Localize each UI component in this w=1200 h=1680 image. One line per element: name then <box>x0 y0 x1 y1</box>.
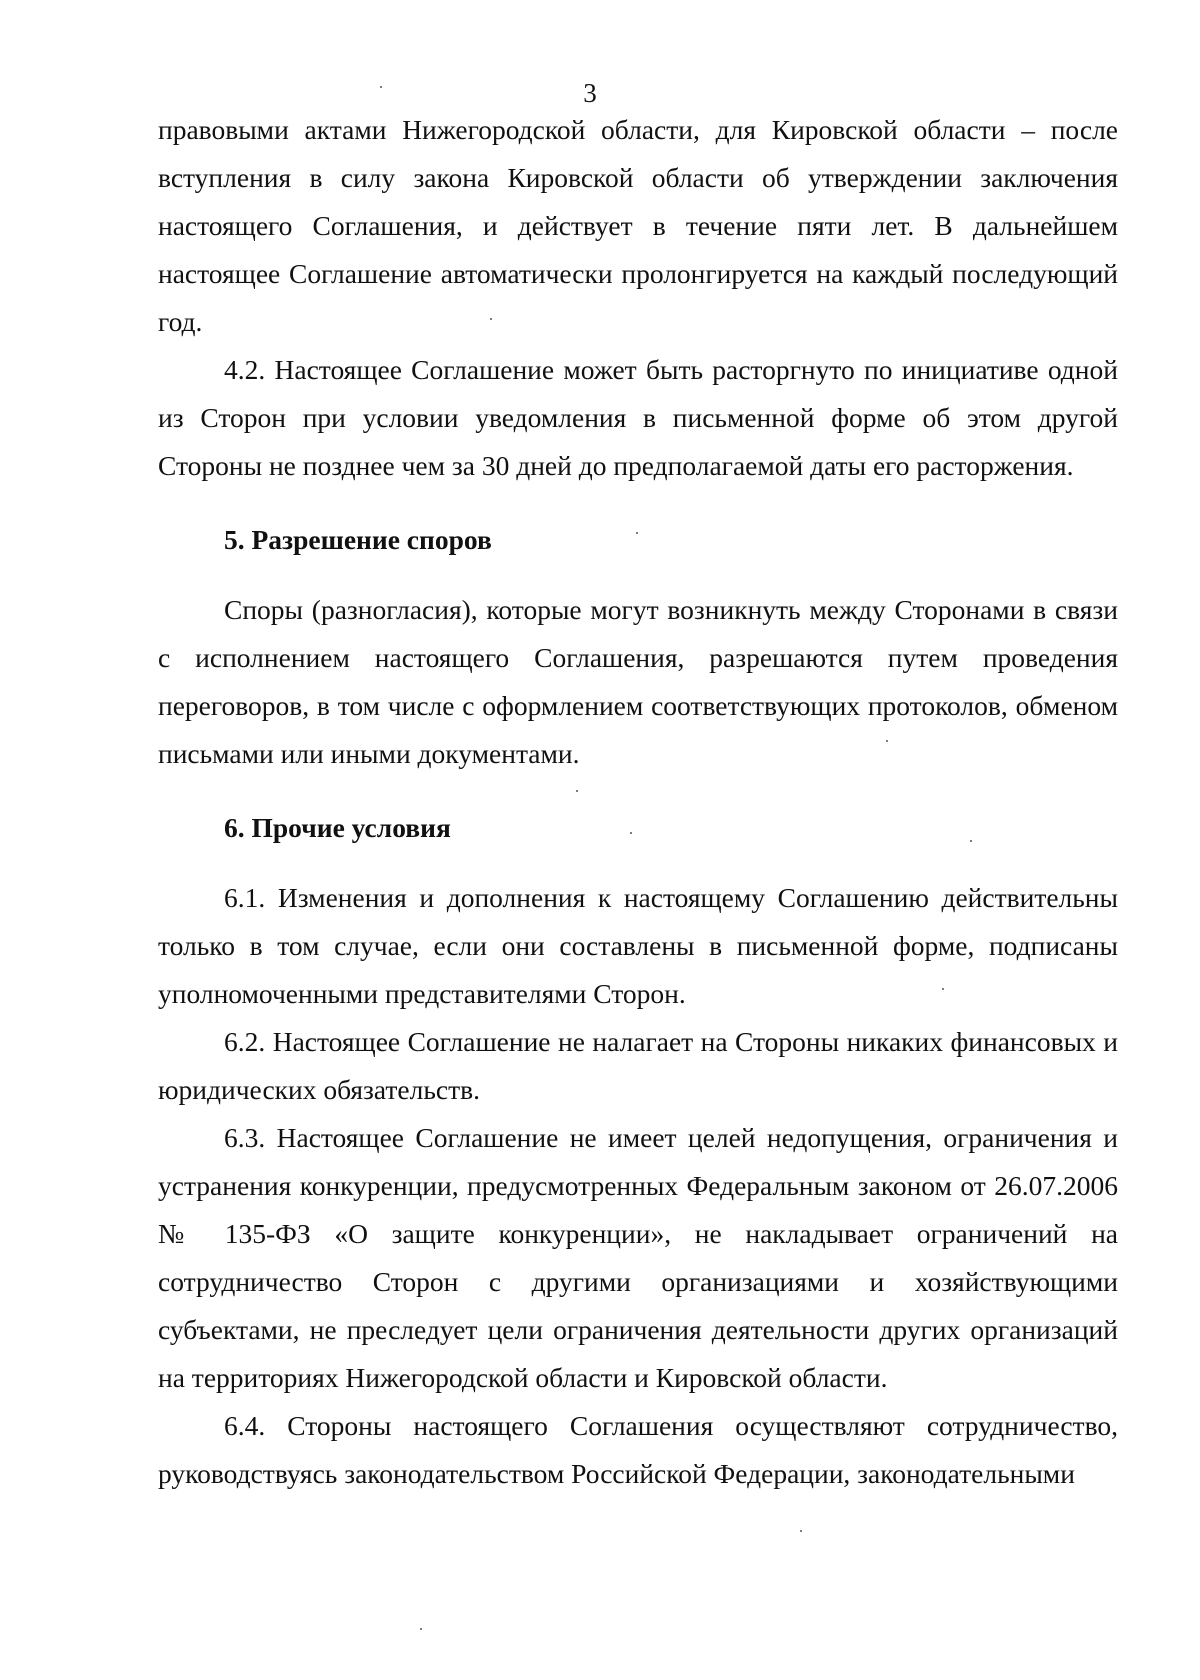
scan-speck <box>380 86 382 88</box>
paragraph-6-1: 6.1. Изменения и дополнения к настоящему Соглашению действительны только в том случае, если они составлены в письменной форме, подписаны уполномоченными представителями Сторон. <box>158 882 1118 1009</box>
scan-speck <box>886 740 888 742</box>
paragraph-6-2: 6.2. Настоящее Соглашение не налагает на Стороны никаких финансовых и юридических обязательств. <box>158 1026 1118 1105</box>
section-heading-6: 6. Прочие условия <box>224 812 451 843</box>
scan-speck <box>630 832 632 834</box>
document-body <box>158 106 1118 1498</box>
paragraph-4-2: 4.2. Настоящее Соглашение может быть расторгнуто по инициативе одной из Сторон при условии уведомления в письменной форме об этом другой Стороны не позднее чем за 30 дней до предполагаемой даты его расторжения. <box>158 354 1118 481</box>
scan-speck <box>942 988 944 990</box>
scan-speck <box>490 318 492 320</box>
paragraph-continuation: правовыми актами Нижегородской области, для Кировской области – после вступления в силу закона Кировской области об утверждении заключения настоящего Соглашения, и действует в течение пяти лет. В дальнейшем настоящее Соглашение автоматически пролонгируется на каждый последующий год. <box>158 114 1118 337</box>
scan-speck <box>800 1530 802 1532</box>
scan-speck <box>636 532 638 534</box>
scan-speck <box>420 1628 422 1630</box>
scan-speck <box>576 790 578 792</box>
section-heading-5: 5. Разрешение споров <box>224 524 492 555</box>
paragraph-5: Споры (разногласия), которые могут возникнуть между Сторонами в связи с исполнением настоящего Соглашения, разрешаются путем проведения переговоров, в том числе с оформлением соответствующих протоколов, обменом письмами или иными документами. <box>158 594 1118 769</box>
scan-speck <box>970 840 972 842</box>
paragraph-6-3: 6.3. Настоящее Соглашение не имеет целей недопущения, ограничения и устранения конкуренции, предусмотренных Федеральным законом от 26.07.2006 № 135-ФЗ «О защите конкуренции», не накладывает ограничений на сотрудничество Сторон с другими организациями и хозяйствующими субъектами, не преследует цели ограничения деятельности других организаций на территориях Нижегородской области и Кировской области. <box>158 1122 1118 1393</box>
paragraph-6-4: 6.4. Стороны настоящего Соглашения осуществляют сотрудничество, руководствуясь законодательством Российской Федерации, законодательными <box>158 1410 1118 1489</box>
page-number: 3 <box>583 78 597 108</box>
